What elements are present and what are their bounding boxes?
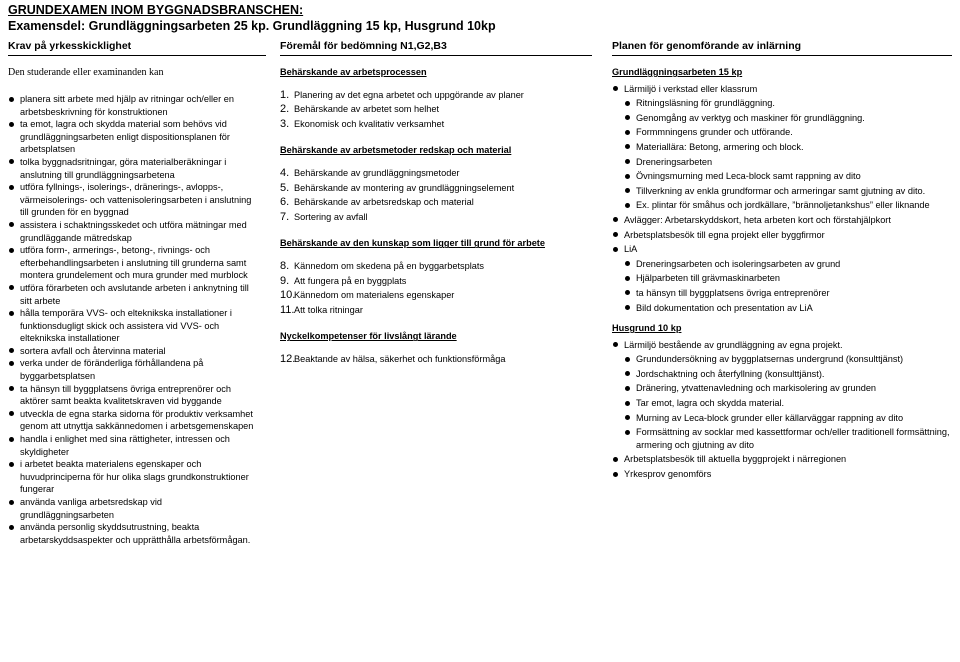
- hus-dash-list: [624, 353, 952, 451]
- dash-item: Genomgång av verktyg och maskiner för grundläggning.: [624, 112, 952, 125]
- hus-heading: Husgrund 10 kp: [612, 323, 682, 334]
- header-planen: Planen för genomförande av inlärning: [612, 40, 952, 56]
- krav-item: utföra förarbeten och avslutande arbeten i anknytning till sitt arbete: [8, 282, 258, 307]
- dash-item: Formmningens grunder och utförande.: [624, 126, 952, 139]
- grund-heading: Grundläggningsarbeten 15 kp: [612, 67, 743, 77]
- krav-item: i arbetet beakta materialens egenskaper och huvudprinciperna för hur olika slags grundkonstruktioner fungerar: [8, 458, 258, 496]
- dash-item: ta hänsyn till byggplatsens övriga entreprenörer: [624, 287, 952, 300]
- dash-item: Övningsmurning med Leca-block samt rappning av dito: [624, 170, 952, 183]
- criteria-item: [280, 275, 580, 288]
- criteria-text: Planering av det egna arbetet och uppgörande av planer: [294, 89, 524, 100]
- criteria-item: [280, 196, 580, 209]
- criteria-text: Kännedom om skedena på en byggarbetsplats: [294, 260, 485, 271]
- criteria-item: [280, 103, 580, 116]
- criteria-number: 12.: [280, 352, 296, 365]
- lia-item: LiA Dreneringsarbeten och isoleringsarbeten av grund Hjälparbeten till grävmaskinarbeten ta hänsyn till byggplatsens övriga entreprenörer Bild dokumentation och presentation av LiA: [612, 243, 952, 314]
- lia-dash-list: [624, 258, 952, 314]
- criteria-number: 5.: [280, 181, 290, 194]
- krav-item: tolka byggnadsritningar, göra materialberäkningar i anslutning till grundläggningsarbetena: [8, 156, 258, 181]
- criteria-list: [280, 353, 580, 366]
- criteria-item: [280, 260, 580, 273]
- laermiljo-item: Lärmiljö i verkstad eller klassrum Ritningsläsning för grundläggning. Genomgång av verktyg och maskiner för grundläggning. Formmningens grunder och utförande. Materiallära: Betong, armering och block. Dreneringsarbeten Övningsmurning med Leca-block samt rappning av dito Tillverkning av enkla grundformar och armeringar samt gjutning av dito. Ex. plintar för småhus och jordkällare, ”brännoljetankshus” eller liknande: [612, 83, 952, 212]
- criteria-number: 2.: [280, 103, 290, 116]
- criteria-text: Behärskande av arbetet som helhet: [294, 104, 440, 115]
- dash-item: Formsättning av socklar med kassettformar och/eller traditionell formsättning, armering och gjutning av dito: [624, 426, 952, 451]
- dash-item: Materiallära: Betong, armering och block.: [624, 141, 952, 154]
- dash-item: Jordschaktning och återfyllning (konsulttjänst).: [624, 368, 952, 381]
- criteria-item: [280, 289, 580, 302]
- krav-item: ta hänsyn till byggplatsens övriga entreprenörer och aktörer samt beakta kvalitetskraven vid byggande: [8, 383, 258, 408]
- criteria-item: [280, 353, 580, 366]
- dash-item: Dreneringsarbeten: [624, 156, 952, 169]
- criteria-text: Behärskande av arbetsredskap och material: [294, 197, 474, 208]
- section-heading: Behärskande av arbetsmetoder redskap och material: [280, 145, 512, 156]
- krav-item: använda vanliga arbetsredskap vid grundläggningsarbeten: [8, 496, 258, 521]
- criteria-number: 4.: [280, 166, 290, 179]
- dash-item: Murning av Leca-block grunder eller källarväggar rappning av dito: [624, 412, 952, 425]
- column-planen: [612, 66, 952, 483]
- hus-item: Lärmiljö bestående av grundläggning av egna projekt. Grundundersökning av byggplatsernas undergrund (konsulttjänst) Jordschaktning och återfyllning (konsulttjänst). Dränering, ytvattenavledning och markisolering av grunden Tar emot, lagra och skydda material. Murning av Leca-block grunder eller källarväggar rappning av dito Formsättning av socklar med kassettformar och/eller traditionell formsättning, armering och gjutning av dito: [612, 339, 952, 452]
- criteria-text: Beaktande av hälsa, säkerhet och funktionsförmåga: [294, 353, 506, 364]
- dash-item: Ex. plintar för småhus och jordkällare, ”brännoljetankshus” eller liknande: [624, 199, 952, 212]
- dash-item: Ritningsläsning för grundläggning.: [624, 97, 952, 110]
- criteria-text: Ekonomisk och kvalitativ verksamhet: [294, 118, 445, 129]
- krav-list: [8, 93, 258, 546]
- krav-item: ta emot, lagra och skydda material som behövs vid grundläggningsarbeten enligt dispositionsplanen för arbetsplatsen: [8, 118, 258, 156]
- column-foremal: [280, 66, 580, 368]
- criteria-item: [280, 304, 580, 317]
- criteria-text: Sortering av avfall: [294, 211, 368, 222]
- krav-item: utveckla de egna starka sidorna för produktiv verksamhet genom att utnyttja sakkännedomen i arbetsgemenskapen: [8, 408, 258, 433]
- criteria-number: 3.: [280, 117, 290, 130]
- krav-item: hålla temporära VVS- och elteknikska installationer i funktionsdugligt skick och assistera vid VVS- och elteknikska installationer: [8, 307, 258, 345]
- dash-item: Hjälparbeten till grävmaskinarbeten: [624, 272, 952, 285]
- dash-item: Bild dokumentation och presentation av LiA: [624, 302, 952, 315]
- criteria-item: [280, 118, 580, 131]
- krav-item: sortera avfall och återvinna material: [8, 345, 258, 358]
- yrkesprov-item: Yrkesprov genomförs: [612, 468, 952, 481]
- title-line-1: GRUNDEXAMEN INOM BYGGNADSBRANSCHEN:: [8, 3, 304, 17]
- criteria-number: 10.: [280, 289, 296, 302]
- hus-besok-item: Arbetsplatsbesök till aktuella byggprojekt i närregionen: [612, 453, 952, 466]
- section-heading: Nyckelkompetenser för livslångt lärande: [280, 331, 457, 342]
- criteria-text: Att fungera på en byggplats: [294, 275, 407, 286]
- section-heading: Behärskande av den kunskap som ligger till grund för arbete: [280, 238, 545, 249]
- krav-item: planera sitt arbete med hjälp av ritningar och/eller en arbetsbeskrivning för konstruktionen: [8, 93, 258, 118]
- krav-item: verka under de föränderliga förhållandena på byggarbetsplatsen: [8, 357, 258, 382]
- column-krav: [8, 66, 258, 546]
- criteria-list: [280, 89, 580, 131]
- criteria-item: [280, 89, 580, 102]
- criteria-text: Behärskande av montering av grundläggningselement: [294, 182, 515, 193]
- krav-item: använda personlig skyddsutrustning, beakta arbetarskyddsaspekter och upprätthålla arbetsförmågan.: [8, 521, 258, 546]
- criteria-text: Behärskande av grundläggningsmetoder: [294, 167, 460, 178]
- krav-item: utföra fyllnings-, isolerings-, dränerings-, avlopps-, värmeisolerings- och vattenisoleringsarbeten i anslutning till grunden för en byggnad: [8, 181, 258, 219]
- criteria-list: [280, 260, 580, 316]
- laermiljo-dash-list: [624, 97, 952, 212]
- header-foremal: Föremål för bedömning N1,G2,B3: [280, 40, 592, 56]
- krav-item: handla i enlighet med sina rättigheter, intressen och skyldigheter: [8, 433, 258, 458]
- criteria-text: Kännedom om materialens egenskaper: [294, 290, 455, 301]
- criteria-item: [280, 182, 580, 195]
- dash-item: Tillverkning av enkla grundformar och armeringar samt gjutning av dito.: [624, 185, 952, 198]
- dash-item: Grundundersökning av byggplatsernas undergrund (konsulttjänst): [624, 353, 952, 366]
- criteria-number: 11.: [280, 303, 295, 316]
- criteria-number: 6.: [280, 196, 290, 209]
- header-krav: Krav på yrkesskicklighet: [8, 40, 266, 56]
- besok-item: Arbetsplatsbesök till egna projekt eller byggfirmor: [612, 229, 952, 242]
- krav-item: utföra form-, armerings-, betong-, rivnings- och efterbehandlingsarbeten i anslutning till grunderna samt montera grundelement och mura grunder med murblock: [8, 244, 258, 282]
- criteria-text: Att tolka ritningar: [294, 304, 363, 315]
- criteria-item: [280, 167, 580, 180]
- criteria-number: 9.: [280, 274, 290, 287]
- criteria-number: 1.: [280, 88, 290, 101]
- document-title: [8, 3, 496, 34]
- criteria-number: 7.: [280, 210, 290, 223]
- dash-item: Dreneringsarbeten och isoleringsarbeten av grund: [624, 258, 952, 271]
- criteria-list: [280, 167, 580, 223]
- section-heading: Behärskande av arbetsprocessen: [280, 67, 427, 77]
- criteria-item: [280, 211, 580, 224]
- title-line-2: Examensdel: Grundläggningsarbeten 25 kp. Grundläggning 15 kp, Husgrund 10kp: [8, 19, 496, 33]
- criteria-number: 8.: [280, 259, 290, 272]
- col1-intro: Den studerande eller examinanden kan: [8, 67, 164, 78]
- dash-item: Tar emot, lagra och skydda material.: [624, 397, 952, 410]
- dash-item: Dränering, ytvattenavledning och markisolering av grunden: [624, 382, 952, 395]
- avlagger-item: Avlägger: Arbetarskyddskort, heta arbeten kort och förstahjälpkort: [612, 214, 952, 227]
- krav-item: assistera i schaktningsskedet och utföra mätningar med grundläggande mätredskap: [8, 219, 258, 244]
